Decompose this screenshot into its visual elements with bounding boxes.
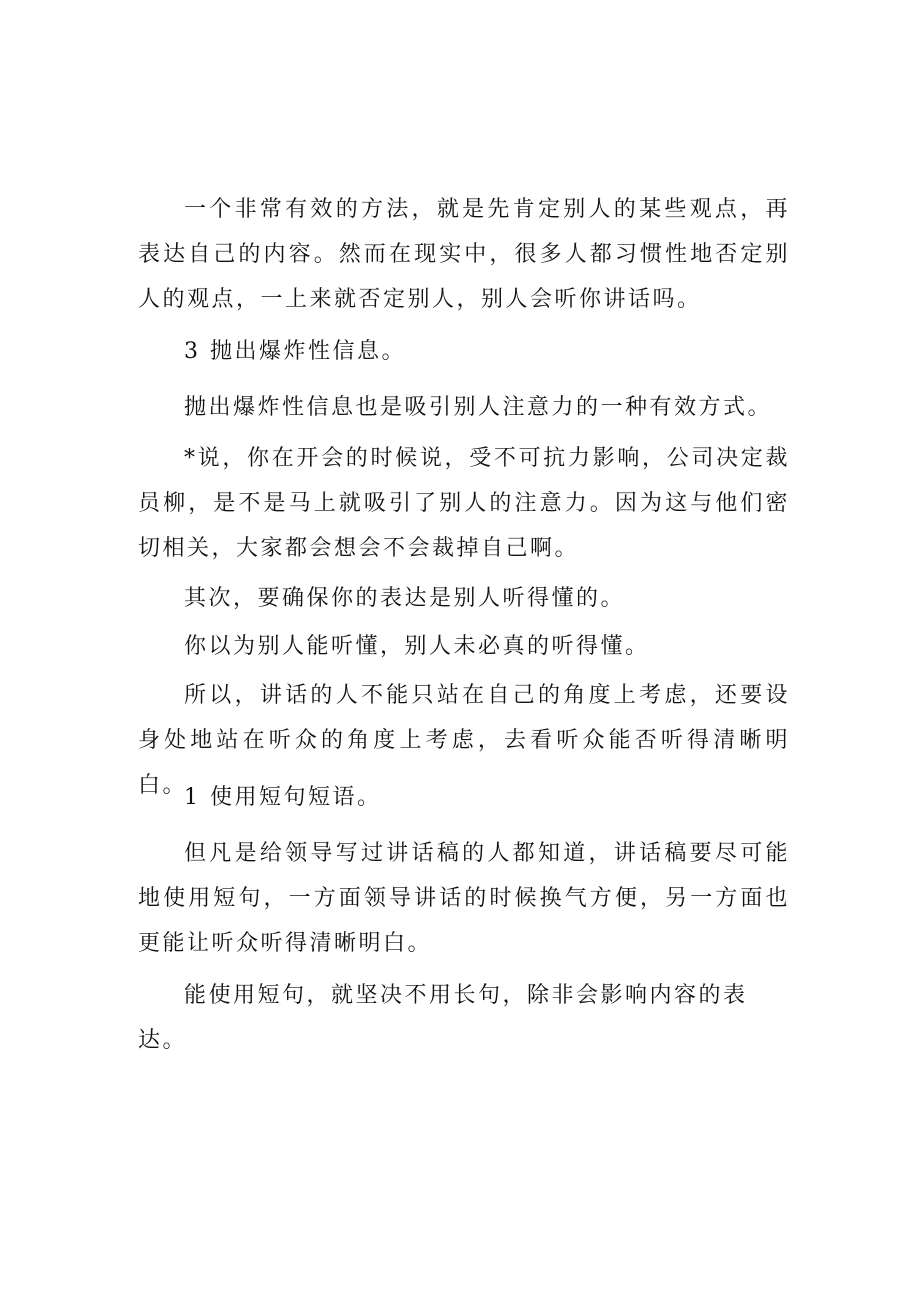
heading-point-3: 3 抛出爆炸性信息。 [184, 339, 406, 364]
paragraph-assumption: 你以为别人能听懂，别人未必真的听得懂。 [184, 634, 650, 659]
paragraph-short-sentences: 但凡是给领导写过讲话稿的人都知道，讲话稿要尽可能地使用短句，一方面领导讲话的时候换气方便，另一方面也更能让听众听得清晰明白。 [138, 841, 790, 956]
paragraph-listener-perspective: 所以，讲话的人不能只站在自己的角度上考虑，还要设身处地站在听众的角度上考虑，去看听众能否听得清晰明白。 [138, 683, 790, 798]
paragraph-understandable: 其次，要确保你的表达是别人听得懂的。 [184, 586, 626, 611]
paragraph-example: *说，你在开会的时候说，受不可抗力影响，公司决定裁员柳，是不是马上就吸引了别人的注意力。因为这与他们密切相关，大家都会想会不会裁掉自己啊。 [138, 446, 790, 561]
heading-point-1: 1 使用短句短语。 [184, 785, 382, 810]
paragraph-explosive-info: 抛出爆炸性信息也是吸引别人注意力的一种有效方式。 [184, 395, 773, 420]
paragraph-affirm-first: 一个非常有效的方法，就是先肯定别人的某些观点，再表达自己的内容。然而在现实中，很多人都习惯性地否定别人的观点，一上来就否定别人，别人会听你讲话吗。 [138, 197, 790, 312]
paragraph-avoid-long: 能使用短句，就坚决不用长句，除非会影响内容的表达。 [138, 983, 748, 1053]
